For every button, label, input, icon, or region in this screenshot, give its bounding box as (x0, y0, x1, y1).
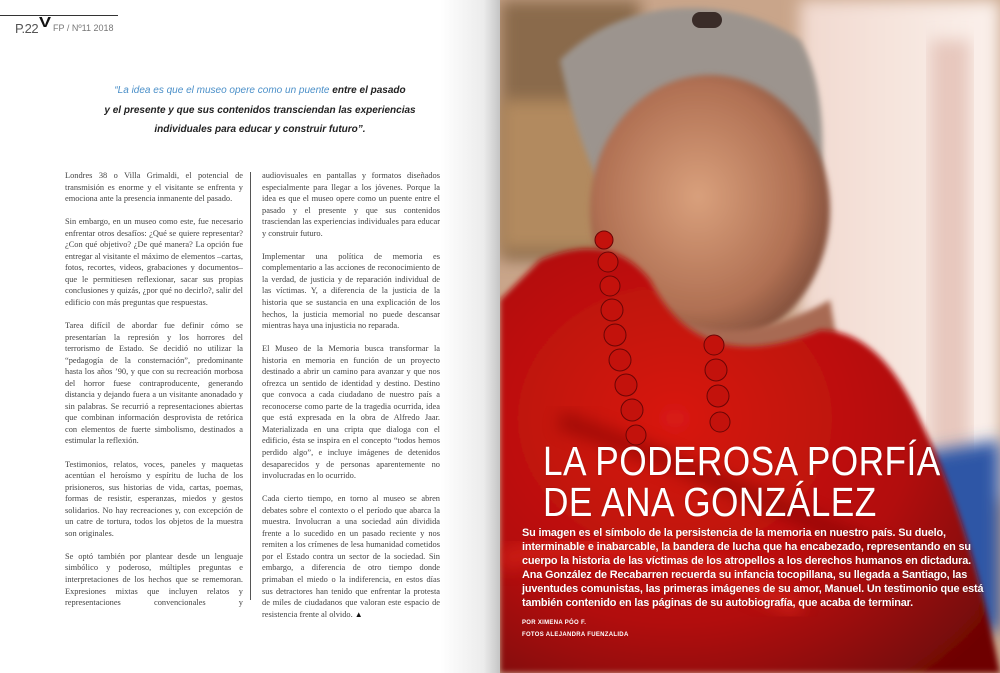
article-title (543, 438, 941, 525)
gutter-shadow (440, 0, 502, 673)
article-lede: Su imagen es el símbolo de la persistencia de la memoria en nuestro país. Su duelo, interminable e inabarcable, la bandera de lucha que ha encabezado, representando en su cuerpo la historia de las víctimas de los atropellos a los derechos humanos en dictadura. Ana González de Recabarren recuerda su infancia tocopillana, su llegada a Santiago, las juventudes comunistas, las primeras imágenes de su amor, Manuel. Un testimonio que está también contenido en las páginas de su autobiografía, que acaba de terminar. (522, 527, 984, 610)
end-mark-icon: ▲ (354, 609, 363, 619)
paragraph: El Museo de la Memoria busca transformar la historia en memoria en función de un proyecto destinado a abrir un camino para avanzar y que nos ofrezca un sentido de identidad y destino. Destino que convoca a cada ciudadano de nuestro país a reconocerse como parte de la tragedia ocurrida, idea que está expresada en la obra de Alfredo Jaar. Materializada en una cripta que dialoga con el edificio, ésta se inspira en el concepto “todos hemos perdido algo”, e incluye imágenes de detenidos desaparecidos y de personas aparentemente no involucradas en lo ocurrido. (262, 344, 440, 481)
paragraph (262, 493, 440, 620)
issue-label: FP / Nº11 2018 (53, 23, 114, 33)
credits (522, 617, 629, 641)
text-column-2 (262, 170, 440, 632)
text-column-1 (65, 170, 243, 620)
paragraph-text: Cada cierto tiempo, en torno al museo se abren debates sobre el contexto o el período que abarca la muestra. Involucran a una sociedad aún dividida frente a lo sucedido en un pasado reciente y nos remiten a los crímenes de lesa humanidad cometidos por el Estado contra un sector de la sociedad. Sin embargo, a diferencia de otro tiempo donde primaban el miedo o la indiferencia, en estos días sus detractores han tenido que enfrentar la protesta de miles de ciudadanos que valoran este espacio de resistencia frente al olvido. (262, 494, 440, 619)
paragraph: audiovisuales en pantallas y formatos diseñados especialmente para llegar a los jóvenes. Porque la idea es que el museo opere como un puente entre el pasado y el presente y que sus contenidos trasciendan las experiencias individuales para educar y construir futuro. (262, 171, 440, 238)
paragraph: Londres 38 o Villa Grimaldi, el potencial de transmisión es enorme y el visitante se enfrenta y emociona ante la presencia inmanente del pasado. (65, 171, 243, 204)
quote-text: entre el pasado (332, 85, 406, 96)
column-divider (250, 172, 251, 600)
title-line: DE ANA GONZÁLEZ (543, 479, 877, 525)
page-number: P.22 (15, 21, 39, 36)
quote-text: y el presente y que sus contenidos transciendan las experiencias (104, 104, 416, 116)
paragraph: Sin embargo, en un museo como este, fue necesario enfrentar otros desafíos: ¿Qué se quiere representar? ¿Con qué objetivo? ¿De qué manera? La opción fue entregar al visitante el máximo de elementos –cartas, fotos, recortes, videos, grabaciones y documentos– que le permitiesen reflexionar, sacar sus propias conclusiones y quizás, ¿por qué no decirlo?, salir del edificio con más preguntas que respuestas. (65, 217, 243, 307)
quote-highlight: “La idea es que el museo opere como un puente (114, 85, 330, 96)
right-page (500, 0, 1000, 673)
paragraph: Tarea difícil de abordar fue definir cómo se presentarían la represión y los horrores del terrorismo de Estado. Se decidió no utilizar la “pedagogía de la consternación”, predominante hasta los años ’90, y que con su recreación morbosa del horror fuese contraproducente, generando distancia y dejando fuera a un visitante anonadado y sin palabras. Se recurrió a representaciones abiertas que combinan información desprovista de retórica con elementos de fuerte simbolismo, destinados a estimular la reflexión. (65, 321, 243, 446)
paragraph: Implementar una política de memoria es complementario a las acciones de reconocimiento de la verdad, de justicia y de reparación individual de las víctimas. Y, a diferencia de la justicia de la historia que se sustancia en una explicación de los hechos, la justicia memorial no puede descansar mientras haya una injusticia no reparada. (262, 251, 440, 331)
header-rule (0, 15, 118, 16)
title-line: LA PODEROSA PORFÍA (543, 438, 941, 484)
photo-credit: FOTOS ALEJANDRA FUENZALIDA (522, 632, 629, 638)
paragraph: Testimonios, relatos, voces, paneles y maquetas acentúan el heroísmo y espíritu de lucha de los prisioneros, sus historias de vida, cartas, poemas, formas de resistir, esperanzas, miedos y gestos solidarios. No hay recreaciones y, con excepción de un catre de tortura, todos los objetos de la muestra son originales. (65, 459, 243, 538)
v-mark-icon: V (38, 14, 52, 31)
pull-quote (85, 81, 435, 140)
paragraph: Se optó también por plantear desde un lenguaje simbólico y poderoso, múltiples preguntas e interpretaciones de los hechos que se rememoran. Expresiones mixtas que incluyen relatos y representaciones convencionales y (65, 551, 243, 608)
author-credit: POR XIMENA PÓO F. (522, 620, 587, 626)
quote-text: individuales para educar y construir futuro”. (154, 124, 366, 135)
